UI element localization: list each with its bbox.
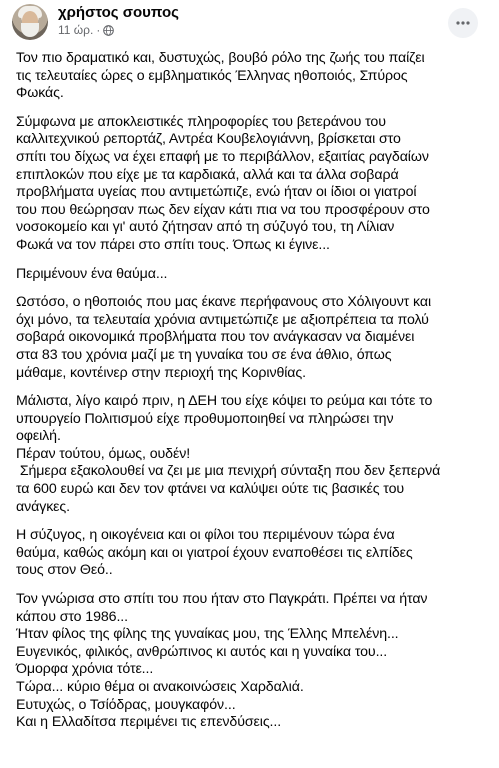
post-paragraph: Ωστόσο, ο ηθοποιός που μας έκανε περήφανους στο Χόλιγουντ και όχι μόνο, τα τελευταία χρόνια αντιμετώπιζε με αξιοπρέπεια τα πολύ σοβαρά οικονομικά προβλήματα που τον ανάγκασαν να διαμένει στα 83 του χρόνια μαζί με τη γυναίκα του σε ένα άθλιο, όπως μάθαμε, κοντέινερ στην περιοχή της Κορινθίας. <box>16 294 432 381</box>
post-paragraph: Τον πιο δραματικό και, δυστυχώς, βουβό ρόλο της ζωής του παίζει τις τελευταίες ώρες ο εμβληματικός Έλληνας ηθοποιός, Σπύρος Φωκάς. <box>16 50 425 102</box>
post-header <box>0 0 499 46</box>
post-paragraph: Μάλιστα, λίγο καιρό πριν, η ΔΕΗ του είχε κόψει το ρεύμα και τότε το υπουργείο Πολιτισμού είχε προθυμοποιηθεί να πληρώσει την οφειλή. Πέραν τούτου, όμως, ουδέν! Σήμερα εξακολουθεί να ζει με μια πενιχρή σύνταξη που δεν ξεπερνά τα 600 ευρώ και δεν τον φτάνει να καλύψει ούτε τις βασικές του ανάγκες. <box>16 393 441 515</box>
author-name[interactable]: χρήστος σουπος <box>58 4 179 21</box>
more-horizontal-icon <box>455 15 471 31</box>
post-paragraph: Η σύζυγος, η οικογένεια και οι φίλοι του περιμένουν τώρα ένα θαύμα, καθώς ακόμη και οι γιατροί έχουν εναποθέσει τις ελπίδες τους στον Θεό.. <box>16 527 413 579</box>
post-paragraph: Περιμένουν ένα θαύμα... <box>16 265 168 282</box>
post-body <box>16 50 492 732</box>
globe-icon[interactable] <box>103 25 114 36</box>
avatar[interactable] <box>12 4 48 40</box>
post-time[interactable]: 11 ώρ. <box>58 23 94 37</box>
post-paragraph: Τον γνώρισα στο σπίτι του που ήταν στο Παγκράτι. Πρέπει να ήταν κάπου στο 1986... Ήταν φίλος της φίλης της γυναίκας μου, της Έλλης Μπελένη... Ευγενικός, φιλικός, ανθρώπινος κι αυτός και η γυναίκα του... Όμορφα χρόνια τότε... Τώρα... κύριο θέμα οι ανακοινώσεις Χαρδαλιά. Ευτυχώς, ο Τσίόδρας, μουγκαφόν... Και η Ελλαδίτσα περιμένει τις επενδύσεις... <box>16 591 428 731</box>
post-meta: 11 ώρ. · <box>58 23 114 37</box>
post-paragraph: Σύμφωνα με αποκλειστικές πληροφορίες του βετεράνου του καλλιτεχνικού ρεπορτάζ, Αντρέα Κουβελογιάννη, βρίσκεται στο σπίτι του δίχως να έχει επαφή με το περιβάλλον, εξαιτίας ραγδαίων επιπλοκών που είχε με τα καρδιακά, αλλά και τα άλλα σοβαρά προβλήματα υγείας που αντιμετώπιζε, ενώ ήταν οι ίδιοι οι γιατροί του που θεώρησαν πως δεν είχαν κάτι πια να του προσφέρουν στο νοσοκομείο και γι' αυτό ζήτησαν από τη σύζυγό του, τη Λίλιαν Φωκά να τον πάρει στο σπίτι τους. Όπως κι έγινε... <box>16 113 430 253</box>
more-options-button[interactable] <box>448 8 478 38</box>
